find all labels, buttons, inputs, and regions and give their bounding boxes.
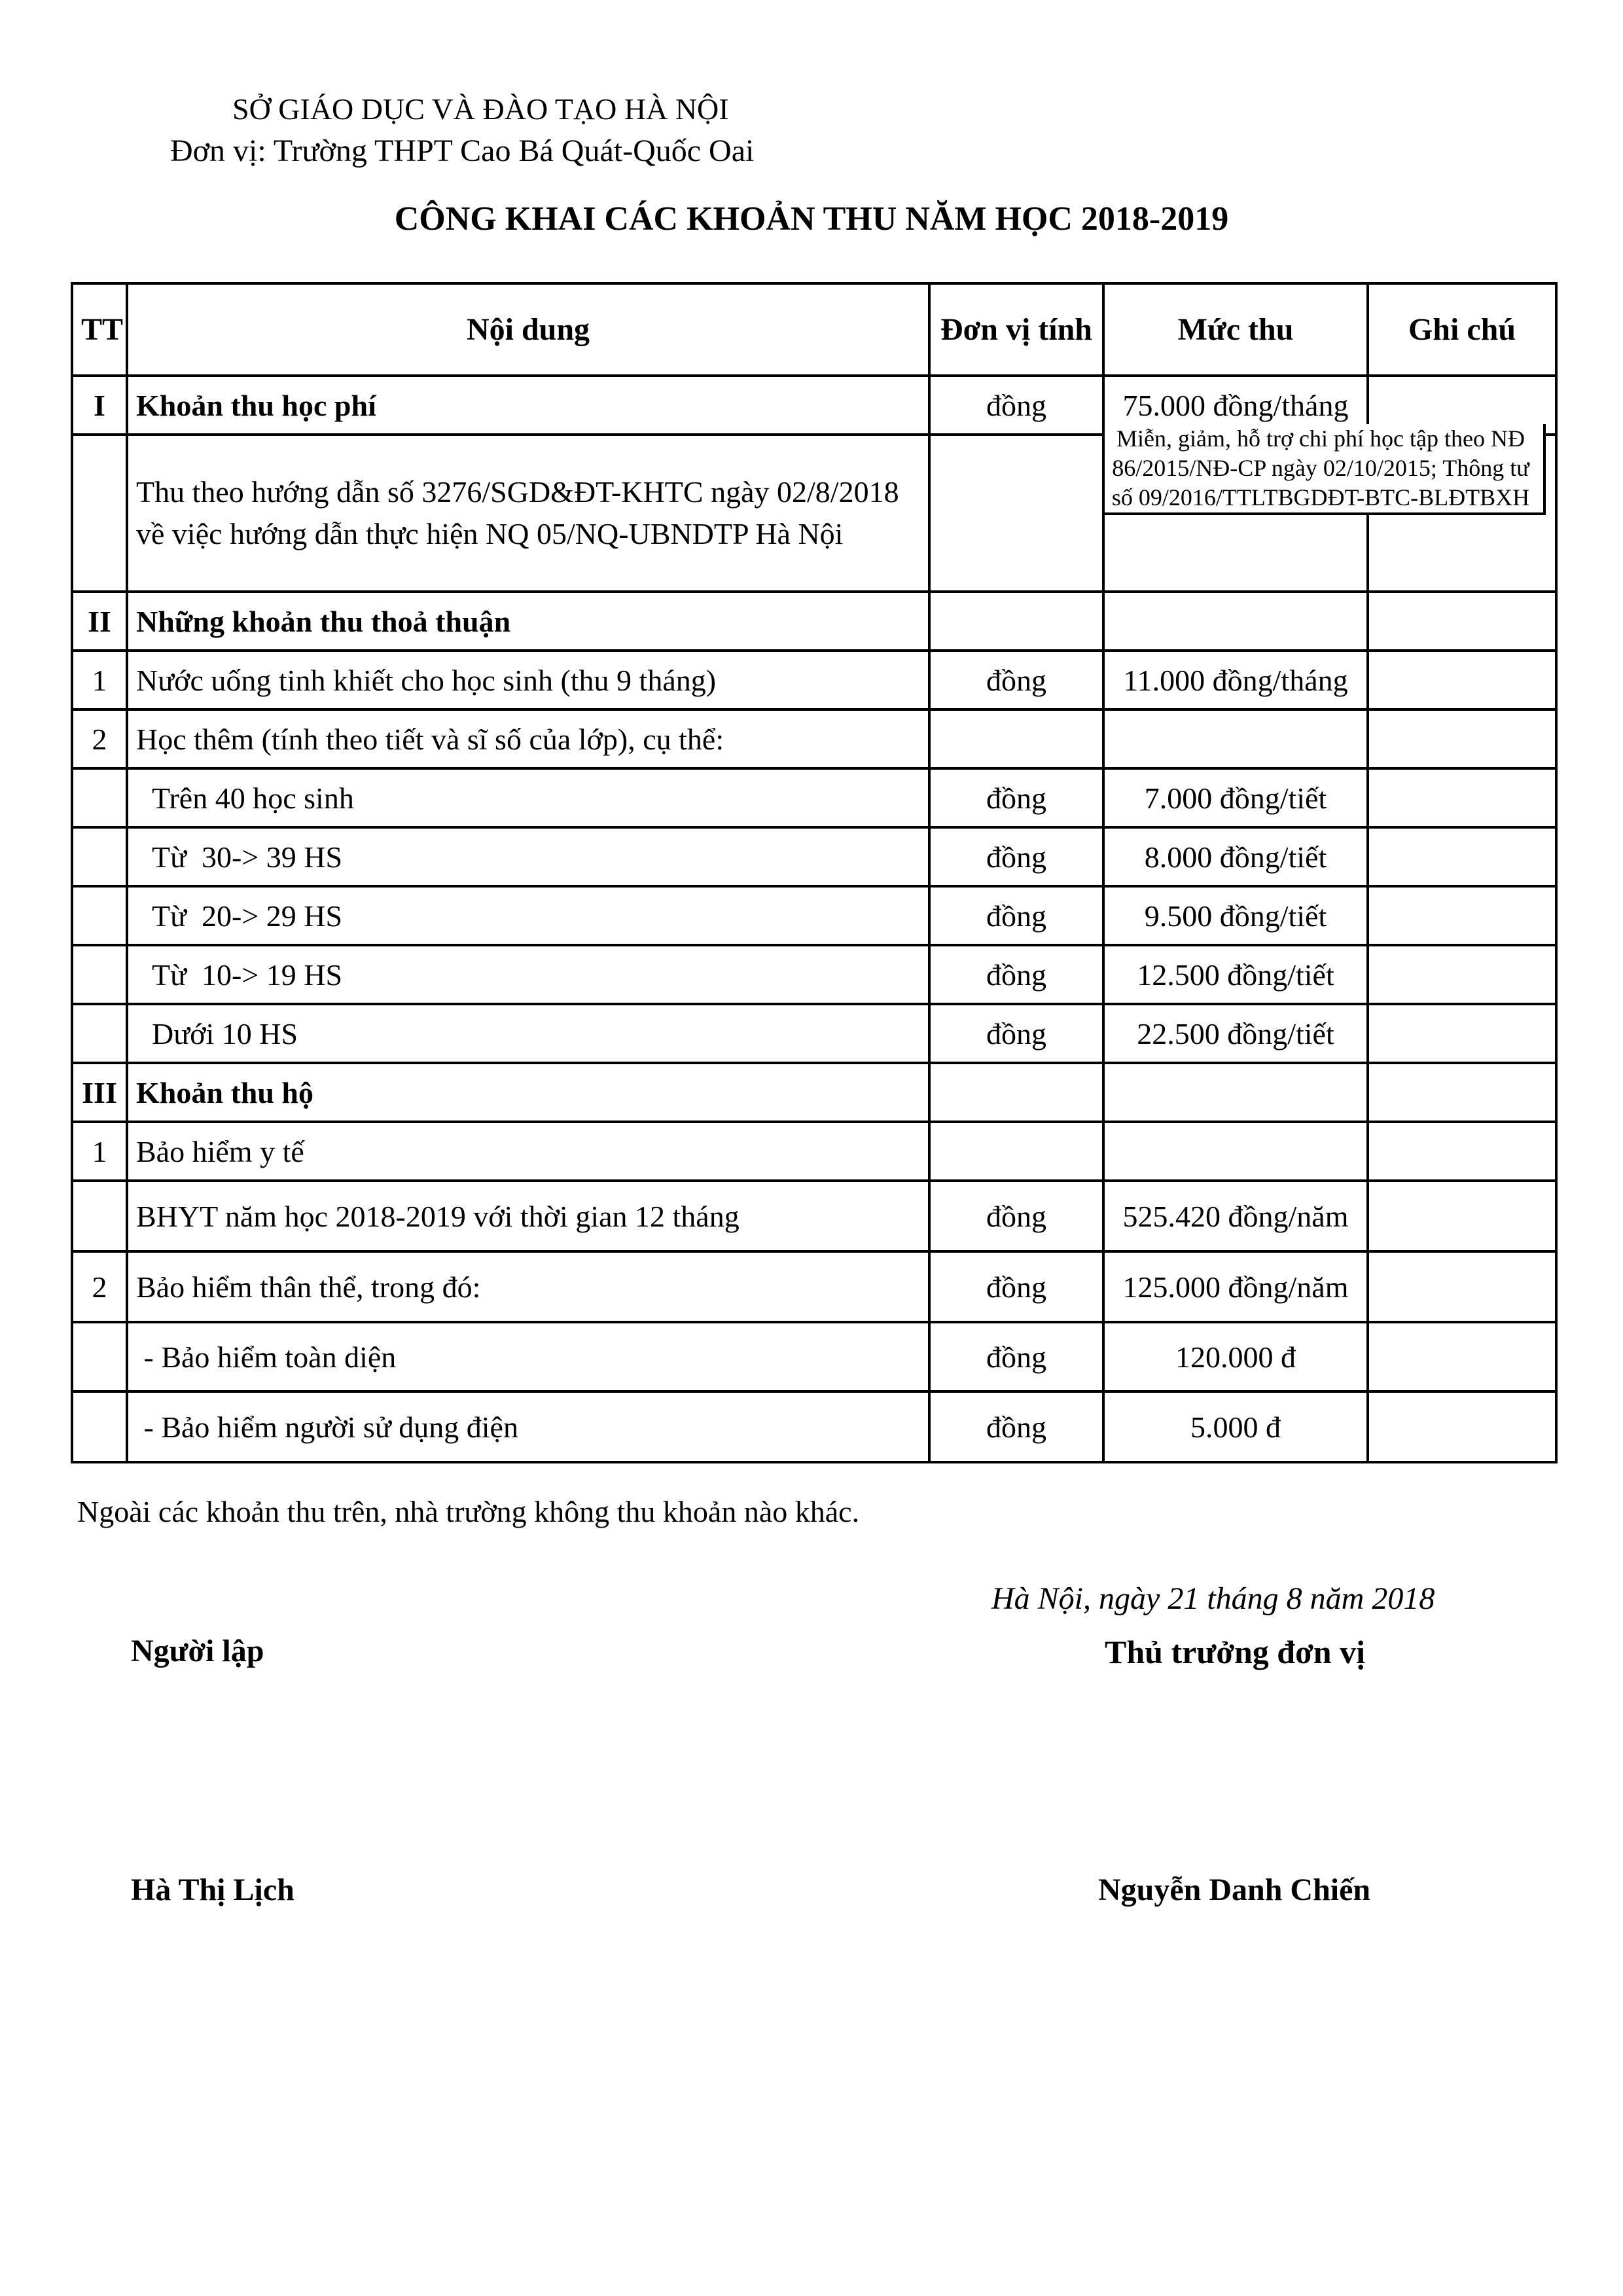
row-rate: [1103, 592, 1368, 651]
row-content: Bảo hiểm y tế: [127, 1122, 929, 1181]
row-unit: đồng: [929, 1322, 1103, 1391]
row-content: Từ 20-> 29 HS: [127, 886, 929, 945]
row-note: [1368, 1004, 1556, 1063]
head-name: Nguyễn Danh Chiến: [1098, 1873, 1371, 1907]
row-unit: đồng: [929, 1004, 1103, 1063]
row-tt: [72, 1004, 127, 1063]
row-note: [1368, 1251, 1556, 1322]
row-content: - Bảo hiểm người sử dụng điện: [127, 1391, 929, 1462]
row-content: Khoản thu hộ: [127, 1063, 929, 1122]
row-rate: 12.500 đồng/tiết: [1103, 945, 1368, 1004]
table-row: [72, 592, 1556, 651]
row-tt: II: [72, 592, 127, 651]
table-row: [72, 827, 1556, 886]
row-unit: [929, 709, 1103, 768]
row-unit: đồng: [929, 1181, 1103, 1251]
row-tt: 1: [72, 651, 127, 709]
row-note: [1368, 768, 1556, 827]
row-content: Trên 40 học sinh: [127, 768, 929, 827]
row-unit: đồng: [929, 1251, 1103, 1322]
row-unit: đồng: [929, 376, 1103, 435]
row-tt: [72, 886, 127, 945]
table-row: [72, 435, 1556, 592]
row-unit: đồng: [929, 768, 1103, 827]
table-row: [72, 1063, 1556, 1122]
row-rate: 75.000 đồng/tháng: [1103, 376, 1368, 435]
header-rate: Mức thu: [1103, 283, 1368, 376]
row-rate: 22.500 đồng/tiết: [1103, 1004, 1368, 1063]
row-unit: đồng: [929, 651, 1103, 709]
header-content: Nội dung: [127, 283, 929, 376]
row-content: Từ 10-> 19 HS: [127, 945, 929, 1004]
row-content: Khoản thu học phí: [127, 376, 929, 435]
document-title: CÔNG KHAI CÁC KHOẢN THU NĂM HỌC 2018-2019: [394, 200, 1229, 238]
header-unit: Đơn vị tính: [929, 283, 1103, 376]
row-rate: [1103, 709, 1368, 768]
signing-date: Hà Nội, ngày 21 tháng 8 năm 2018: [991, 1581, 1435, 1616]
row-unit: đồng: [929, 886, 1103, 945]
row-tt: 1: [72, 1122, 127, 1181]
row-rate: 11.000 đồng/tháng: [1103, 651, 1368, 709]
row-tt: [72, 945, 127, 1004]
row-unit: đồng: [929, 945, 1103, 1004]
row-tt: III: [72, 1063, 127, 1122]
row-content: Những khoản thu thoả thuận: [127, 592, 929, 651]
row-note: [1368, 945, 1556, 1004]
row-rate: [1103, 1063, 1368, 1122]
row-unit: đồng: [929, 1391, 1103, 1462]
row-content: Từ 30-> 39 HS: [127, 827, 929, 886]
fee-table: [71, 282, 1558, 1463]
row-rate: [1103, 425, 1530, 592]
row-tt: 2: [72, 709, 127, 768]
row-note: [1368, 1391, 1556, 1462]
preparer-label: Người lập: [131, 1634, 264, 1668]
header-note: Ghi chú: [1368, 283, 1556, 376]
header-tt: TT: [72, 283, 127, 376]
row-unit: [929, 1063, 1103, 1122]
row-unit: [929, 1122, 1103, 1181]
row-rate: 125.000 đồng/năm: [1103, 1251, 1368, 1322]
row-note: [1368, 1322, 1556, 1391]
row-note: [1368, 1063, 1556, 1122]
row-tt: [72, 1322, 127, 1391]
row-tt: [72, 1181, 127, 1251]
table-row: [72, 1251, 1556, 1322]
row-rate: 525.420 đồng/năm: [1103, 1181, 1368, 1251]
row-unit: [929, 592, 1103, 651]
row-rate: 9.500 đồng/tiết: [1103, 886, 1368, 945]
row-rate: 8.000 đồng/tiết: [1103, 827, 1368, 886]
table-row: [72, 1122, 1556, 1181]
unit-name: Đơn vị: Trường THPT Cao Bá Quát-Quốc Oai: [170, 134, 755, 168]
row-rate: 120.000 đ: [1103, 1322, 1368, 1391]
row-tt: [72, 768, 127, 827]
row-content: Nước uống tinh khiết cho học sinh (thu 9 tháng): [127, 651, 929, 709]
exemption-note: Miễn, giảm, hỗ trợ chi phí học tập theo NĐ 86/2015/NĐ-CP ngày 02/10/2015; Thông tư số 09/2016/TTLTBGDĐT-BTC-BLĐTBXH: [1105, 424, 1546, 515]
table-row: [72, 709, 1556, 768]
row-unit: [929, 435, 1103, 592]
row-rate: 5.000 đ: [1103, 1391, 1368, 1462]
row-content: Bảo hiểm thân thể, trong đó:: [127, 1251, 929, 1322]
row-tt: [72, 827, 127, 886]
row-content: - Bảo hiểm toàn diện: [127, 1322, 929, 1391]
row-note: [1368, 651, 1556, 709]
row-note: [1368, 592, 1556, 651]
row-note: [1368, 709, 1556, 768]
row-note: [1368, 827, 1556, 886]
row-tt: I: [72, 376, 127, 435]
row-tt: [72, 1391, 127, 1462]
row-note: [1368, 1181, 1556, 1251]
row-content: BHYT năm học 2018-2019 với thời gian 12 tháng: [127, 1181, 929, 1251]
row-unit: đồng: [929, 827, 1103, 886]
row-content: Học thêm (tính theo tiết và sĩ số của lớp), cụ thể:: [127, 709, 929, 768]
table-row: [72, 1181, 1556, 1251]
table-row: [72, 768, 1556, 827]
row-note: [1368, 886, 1556, 945]
table-row: [72, 945, 1556, 1004]
row-tt: [72, 435, 127, 592]
table-row: [72, 651, 1556, 709]
row-content: Thu theo hướng dẫn số 3276/SGD&ĐT-KHTC ngày 02/8/2018 về việc hướng dẫn thực hiện NQ 05/NQ-UBNDTP Hà Nội: [127, 435, 929, 592]
row-rate: [1103, 1122, 1368, 1181]
preparer-name: Hà Thị Lịch: [131, 1873, 294, 1907]
row-rate: 7.000 đồng/tiết: [1103, 768, 1368, 827]
department-name: SỞ GIÁO DỤC VÀ ĐÀO TẠO HÀ NỘI: [232, 92, 729, 126]
row-tt: 2: [72, 1251, 127, 1322]
table-row: [72, 1004, 1556, 1063]
head-label: Thủ trưởng đơn vị: [1105, 1634, 1365, 1670]
table-row: [72, 1322, 1556, 1391]
table-header-row: [72, 283, 1556, 376]
footer-notice: Ngoài các khoản thu trên, nhà trường không thu khoản nào khác.: [77, 1495, 860, 1528]
table-row: [72, 886, 1556, 945]
table-row: [72, 1391, 1556, 1462]
row-note: [1368, 1122, 1556, 1181]
row-content: Dưới 10 HS: [127, 1004, 929, 1063]
